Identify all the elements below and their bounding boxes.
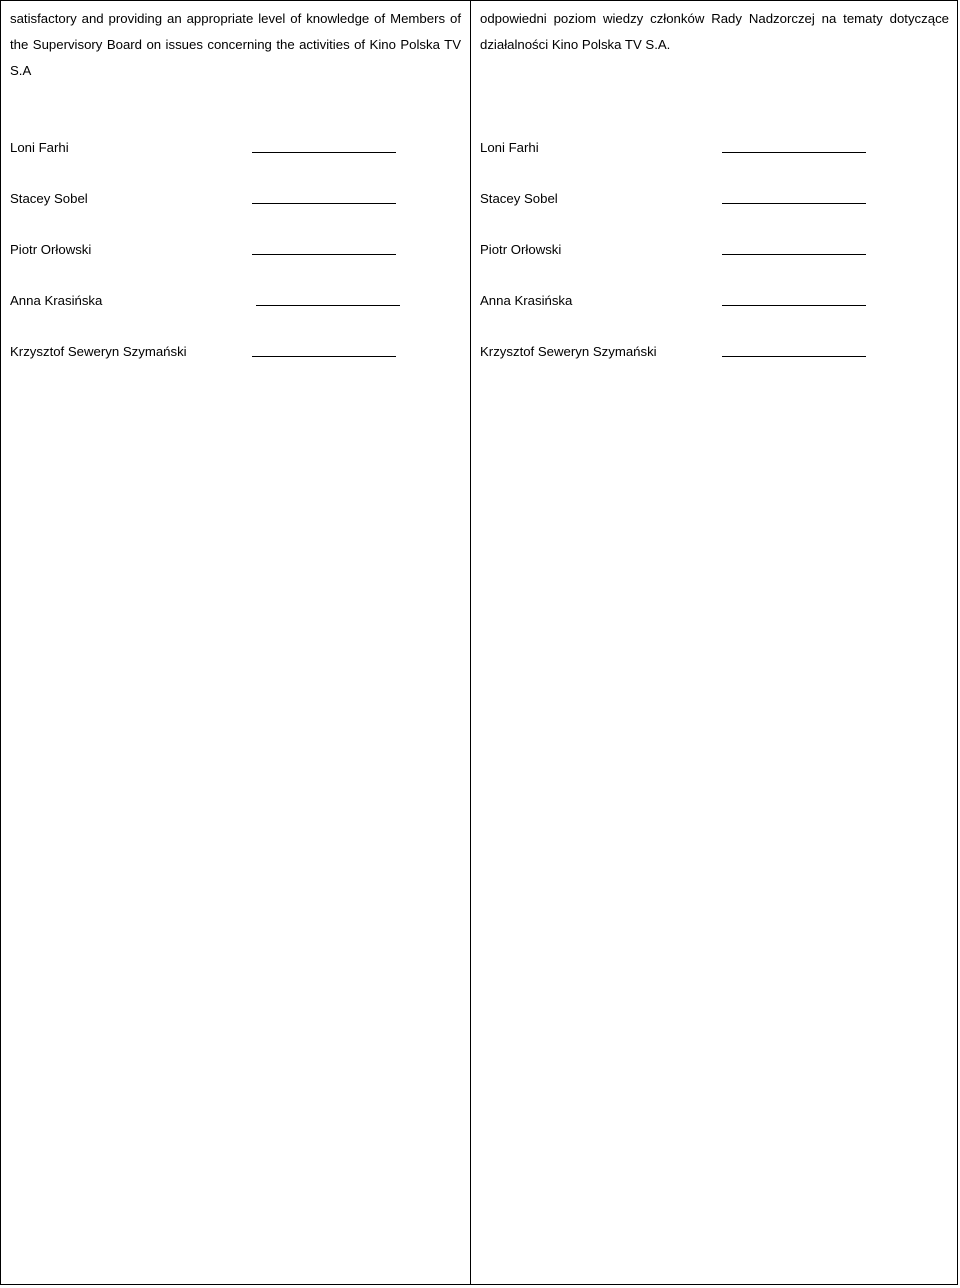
signature-line <box>722 254 866 255</box>
signature-row <box>10 342 470 393</box>
english-column <box>1 1 471 1284</box>
signatory-name: Anna Krasińska <box>480 293 573 308</box>
polish-signature-list <box>480 138 957 393</box>
signatory-name: Piotr Orłowski <box>480 242 562 257</box>
polish-paragraph: odpowiedni poziom wiedzy członków Rady Nadzorczej na tematy dotyczące działalności Kino Polska TV S.A. <box>480 11 949 52</box>
english-signature-list <box>10 138 470 393</box>
signature-line <box>252 203 396 204</box>
signatory-name: Anna Krasińska <box>10 293 103 308</box>
signature-row <box>480 138 957 189</box>
signatory-name: Loni Farhi <box>480 140 539 155</box>
signature-row <box>480 189 957 240</box>
signature-row <box>480 342 957 393</box>
signatory-name: Loni Farhi <box>10 140 69 155</box>
signature-line <box>256 305 400 306</box>
signature-line <box>722 152 866 153</box>
signatory-name: Stacey Sobel <box>480 191 558 206</box>
signatory-name: Krzysztof Seweryn Szymański <box>10 344 187 359</box>
signatory-name: Piotr Orłowski <box>10 242 92 257</box>
signature-line <box>722 305 866 306</box>
signature-row <box>10 291 470 342</box>
signature-row <box>480 240 957 291</box>
signature-line <box>252 254 396 255</box>
signature-row <box>10 189 470 240</box>
signature-row <box>480 291 957 342</box>
english-paragraph: satisfactory and providing an appropriate level of knowledge of Members of the Supervisory Board on issues concerning the activities of Kino Polska TV S.A <box>10 11 461 78</box>
polish-column <box>471 1 957 1284</box>
signature-line <box>722 203 866 204</box>
signatory-name: Stacey Sobel <box>10 191 88 206</box>
signature-row <box>10 240 470 291</box>
signature-row <box>10 138 470 189</box>
signature-line <box>722 356 866 357</box>
signature-line <box>252 356 396 357</box>
signatory-name: Krzysztof Seweryn Szymański <box>480 344 657 359</box>
signature-line <box>252 152 396 153</box>
